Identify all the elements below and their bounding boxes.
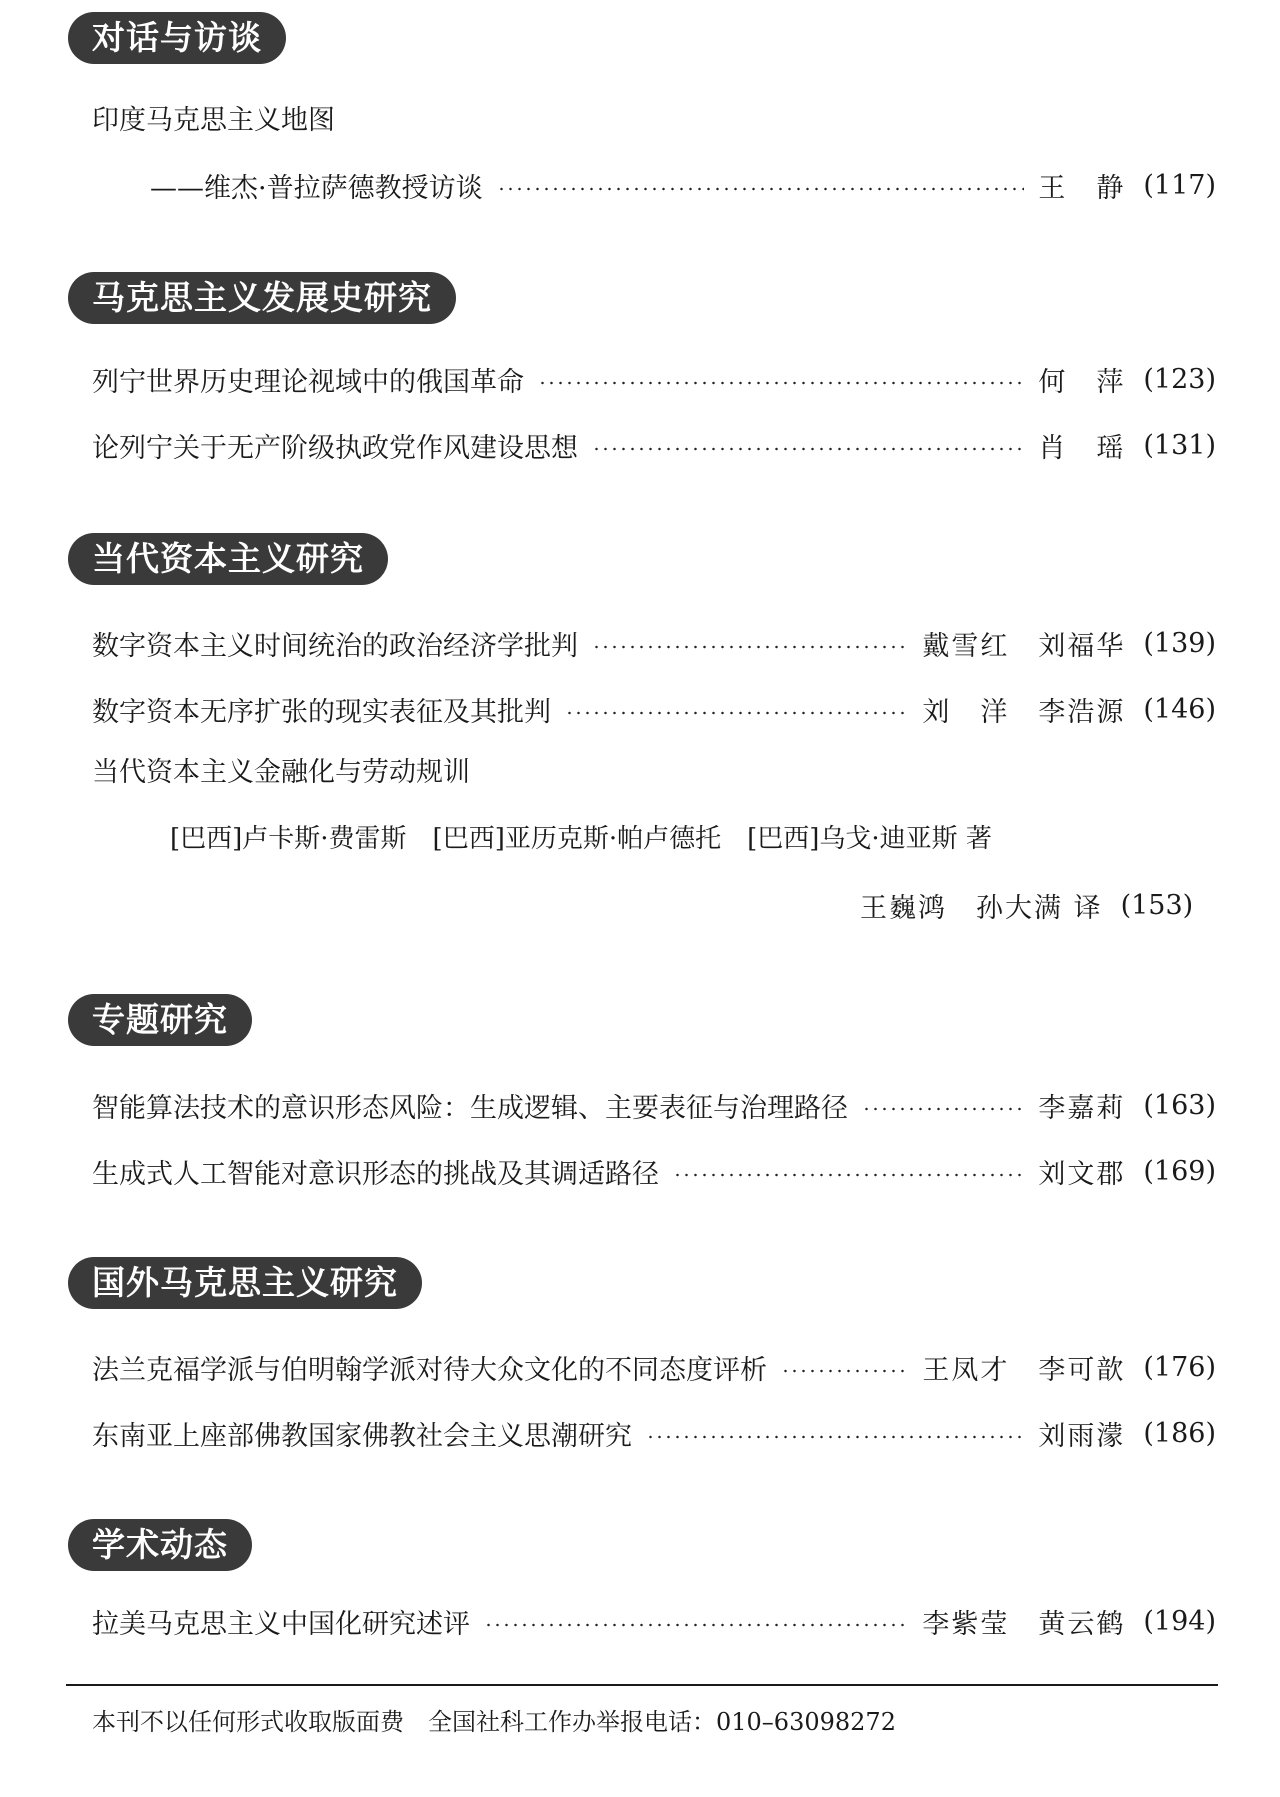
toc-entry[interactable] — [92, 358, 1216, 400]
toc-entry-author: 王巍鸿 孙大满 译 — [860, 892, 1103, 924]
toc-entry-page: (139) — [1143, 627, 1216, 659]
footer-notice: 本刊不以任何形式收取版面费 全国社科工作办举报电话：010–63098272 — [92, 1708, 896, 1736]
toc-entry-author: 李紫莹 黄云鹤 — [922, 1608, 1126, 1640]
toc-entry-page: (169) — [1143, 1155, 1216, 1187]
toc-entry-title: 东南亚上座部佛教国家佛教社会主义思潮研究 — [92, 1420, 632, 1452]
toc-entry-author: 刘文郡 — [1038, 1158, 1126, 1190]
toc-entry-author: 刘 洋 李浩源 — [922, 696, 1126, 728]
toc-entry-page: (194) — [1143, 1605, 1216, 1637]
section-title-contemporary-capitalism: 当代资本主义研究 — [68, 533, 388, 585]
toc-entry[interactable] — [92, 688, 1216, 730]
toc-entry-page: (163) — [1143, 1089, 1216, 1121]
toc-entry-page: (186) — [1143, 1417, 1216, 1449]
toc-entry[interactable] — [92, 1600, 1216, 1642]
toc-entry[interactable] — [92, 622, 1216, 664]
toc-entry-author: 何 萍 — [1038, 366, 1126, 398]
dot-leader — [862, 1107, 1024, 1111]
section-title-dialogue: 对话与访谈 — [68, 12, 286, 64]
toc-entry-author: 肖 瑶 — [1038, 432, 1126, 464]
toc-entry-title: 印度马克思主义地图 — [92, 105, 335, 136]
dot-leader — [497, 187, 1025, 191]
toc-entry-page: (153) — [1120, 889, 1194, 921]
footer-divider — [66, 1684, 1218, 1686]
toc-entry[interactable] — [92, 1150, 1216, 1192]
toc-entry[interactable] — [92, 1412, 1216, 1454]
dot-leader — [673, 1173, 1024, 1177]
toc-entry-page: (176) — [1143, 1351, 1216, 1383]
toc-entry-title: 论列宁关于无产阶级执政党作风建设思想 — [92, 432, 578, 464]
toc-entry-authors-line: [巴西]卢卡斯·费雷斯 [巴西]亚历克斯·帕卢德托 [巴西]乌戈·迪亚斯 著 — [170, 824, 992, 854]
toc-entry[interactable] — [92, 1346, 1216, 1388]
toc-entry-page: (146) — [1143, 693, 1216, 725]
toc-entry-page: (117) — [1143, 169, 1216, 201]
dot-leader — [565, 711, 908, 715]
toc-entry-author: 刘雨濛 — [1038, 1420, 1126, 1452]
toc-entry-translators[interactable] — [860, 884, 1216, 926]
toc-entry[interactable] — [150, 164, 1216, 206]
toc-entry-page: (123) — [1143, 363, 1216, 395]
section-title-foreign-marxism: 国外马克思主义研究 — [68, 1257, 422, 1309]
dot-leader — [484, 1623, 908, 1627]
section-title-marxism-history: 马克思主义发展史研究 — [68, 272, 456, 324]
toc-entry-page: (131) — [1143, 429, 1216, 461]
toc-entry-author: 戴雪红 刘福华 — [922, 630, 1126, 662]
section-title-academic-news: 学术动态 — [68, 1519, 252, 1571]
toc-entry-title: 当代资本主义金融化与劳动规训 — [92, 757, 470, 788]
toc-entry-author: 王 静 — [1038, 172, 1126, 204]
toc-entry-title: 数字资本主义时间统治的政治经济学批判 — [92, 630, 578, 662]
dot-leader — [592, 447, 1024, 451]
toc-entry-title: 法兰克福学派与伯明翰学派对待大众文化的不同态度评析 — [92, 1354, 767, 1386]
toc-entry[interactable] — [92, 424, 1216, 466]
toc-entry[interactable] — [92, 1084, 1216, 1126]
dot-leader — [592, 645, 908, 649]
dot-leader — [646, 1435, 1024, 1439]
toc-entry-title: 生成式人工智能对意识形态的挑战及其调适路径 — [92, 1158, 659, 1190]
toc-entry-title: 智能算法技术的意识形态风险：生成逻辑、主要表征与治理路径 — [92, 1092, 848, 1124]
toc-entry-title: 列宁世界历史理论视域中的俄国革命 — [92, 366, 524, 398]
dot-leader — [781, 1369, 908, 1373]
toc-entry-author: 王凤才 李可歆 — [922, 1354, 1126, 1386]
toc-entry-title: 拉美马克思主义中国化研究述评 — [92, 1608, 470, 1640]
toc-entry-title: ——维杰·普拉萨德教授访谈 — [150, 172, 483, 204]
toc-entry-author: 李嘉莉 — [1038, 1092, 1126, 1124]
dot-leader — [538, 381, 1024, 385]
section-title-special-topics: 专题研究 — [68, 994, 252, 1046]
toc-entry-title: 数字资本无序扩张的现实表征及其批判 — [92, 696, 551, 728]
